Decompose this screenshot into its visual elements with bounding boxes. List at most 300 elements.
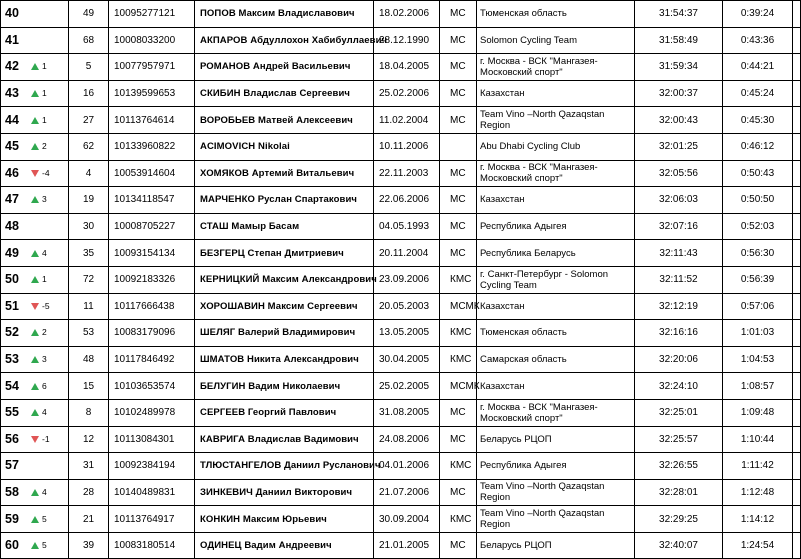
time-gap: 0:56:39 [723,266,793,293]
place: 57 [5,458,19,473]
rider-name: МАРЧЕНКО Руслан Спартакович [195,187,374,214]
birth-date: 21.01.2005 [374,532,440,559]
birth-date: 20.11.2004 [374,240,440,267]
time-gap: 1:12:48 [723,479,793,506]
empty-cell [793,320,801,347]
sport-rank: МС [440,107,477,134]
table-row [1,240,801,267]
birth-date: 10.11.2006 [374,133,440,160]
time-gap: 0:44:21 [723,54,793,81]
sport-rank: КМС [440,346,477,373]
sport-rank: МС [440,399,477,426]
team-name: Team Vino –North Qazaqstan Region [477,506,635,533]
birth-date: 18.02.2006 [374,1,440,28]
place: 44 [5,112,19,127]
table-row [1,187,801,214]
team-name: Казахстан [477,80,635,107]
up-arrow-icon [31,489,39,496]
team-name: Team Vino –North Qazaqstan Region [477,479,635,506]
place: 48 [5,219,19,234]
time-gap: 0:56:30 [723,240,793,267]
bib-number: 27 [69,107,109,134]
total-time: 32:00:43 [635,107,723,134]
rider-name: ХОМЯКОВ Артемий Витальевич [195,160,374,187]
place: 42 [5,59,19,74]
table-row [1,160,801,187]
birth-date: 24.08.2006 [374,426,440,453]
position-change [31,194,47,205]
results-body [1,1,801,559]
time-gap: 0:50:50 [723,187,793,214]
place-cell [1,373,69,400]
position-change-value: 4 [42,407,47,418]
time-gap: 1:04:53 [723,346,793,373]
empty-cell [793,160,801,187]
uci-id: 10092384194 [109,453,195,480]
time-gap: 1:24:54 [723,532,793,559]
position-change [31,434,50,445]
position-change-value: 3 [42,354,47,365]
position-change [31,168,50,179]
empty-cell [793,506,801,533]
empty-cell [793,346,801,373]
empty-cell [793,266,801,293]
empty-cell [793,293,801,320]
total-time: 32:00:37 [635,80,723,107]
uci-id: 10095277121 [109,1,195,28]
rider-name: СТАШ Мамыр Басам [195,213,374,240]
position-change [31,354,47,365]
position-change-value: 1 [42,61,47,72]
birth-date: 04.05.1993 [374,213,440,240]
bib-number: 53 [69,320,109,347]
time-gap: 0:43:36 [723,27,793,54]
rider-name: ШЕЛЯГ Валерий Владимирович [195,320,374,347]
position-change-value: 2 [42,327,47,338]
uci-id: 10134118547 [109,187,195,214]
table-row [1,80,801,107]
position-change-value: 5 [42,513,47,524]
down-arrow-icon [31,436,39,443]
table-row [1,346,801,373]
rider-name: ЗИНКЕВИЧ Даниил Викторович [195,479,374,506]
total-time: 32:01:25 [635,133,723,160]
team-name: Тюменская область [477,320,635,347]
empty-cell [793,107,801,134]
team-name: Казахстан [477,187,635,214]
place: 52 [5,325,19,340]
time-gap: 0:45:24 [723,80,793,107]
table-row [1,1,801,28]
sport-rank: МС [440,426,477,453]
position-change [31,301,50,312]
sport-rank: МС [440,1,477,28]
table-row [1,293,801,320]
up-arrow-icon [31,516,39,523]
up-arrow-icon [31,250,39,257]
position-change-value: 2 [42,141,47,152]
bib-number: 5 [69,54,109,81]
time-gap: 0:45:30 [723,107,793,134]
place: 50 [5,272,19,287]
position-change-value: 1 [42,114,47,125]
total-time: 32:11:52 [635,266,723,293]
bib-number: 48 [69,346,109,373]
place-cell [1,320,69,347]
rider-name: ТЛЮСТАНГЕЛОВ Даниил Русланович [195,453,374,480]
birth-date: 23.09.2006 [374,266,440,293]
table-row [1,479,801,506]
up-arrow-icon [31,542,39,549]
uci-id: 10077957971 [109,54,195,81]
table-row [1,107,801,134]
bib-number: 72 [69,266,109,293]
place: 55 [5,405,19,420]
team-name: Республика Беларусь [477,240,635,267]
total-time: 31:59:34 [635,54,723,81]
rider-name: РОМАНОВ Андрей Васильевич [195,54,374,81]
position-change-value: 6 [42,380,47,391]
down-arrow-icon [31,303,39,310]
total-time: 32:05:56 [635,160,723,187]
up-arrow-icon [31,117,39,124]
position-change [31,381,47,392]
up-arrow-icon [31,329,39,336]
team-name: г. Москва - ВСК "Мангазея-Московский спорт" [477,399,635,426]
place-cell [1,54,69,81]
place: 56 [5,431,19,446]
table-row [1,532,801,559]
sport-rank: МСМК [440,373,477,400]
birth-date: 11.02.2004 [374,107,440,134]
position-change [31,407,47,418]
place: 54 [5,378,19,393]
rider-name: СКИБИН Владислав Сергеевич [195,80,374,107]
total-time: 32:25:57 [635,426,723,453]
time-gap: 1:08:57 [723,373,793,400]
place-cell [1,399,69,426]
place: 40 [5,6,19,21]
empty-cell [793,426,801,453]
time-gap: 1:09:48 [723,399,793,426]
empty-cell [793,80,801,107]
bib-number: 31 [69,453,109,480]
uci-id: 10113764614 [109,107,195,134]
birth-date: 20.05.2003 [374,293,440,320]
place: 43 [5,86,19,101]
place-cell [1,213,69,240]
place-cell [1,80,69,107]
team-name: Республика Адыгея [477,453,635,480]
position-change [31,274,47,285]
total-time: 32:12:19 [635,293,723,320]
birth-date: 21.07.2006 [374,479,440,506]
place: 45 [5,139,19,154]
time-gap: 1:10:44 [723,426,793,453]
bib-number: 12 [69,426,109,453]
sport-rank: МС [440,187,477,214]
team-name: г. Москва - ВСК "Мангазея-Московский спорт" [477,160,635,187]
uci-id: 10083180514 [109,532,195,559]
empty-cell [793,1,801,28]
rider-name: КАВРИГА Владислав Вадимович [195,426,374,453]
time-gap: 1:14:12 [723,506,793,533]
total-time: 32:40:07 [635,532,723,559]
position-change-value: -1 [42,433,50,444]
down-arrow-icon [31,170,39,177]
table-row [1,27,801,54]
uci-id: 10113764917 [109,506,195,533]
total-time: 32:07:16 [635,213,723,240]
sport-rank: МС [440,27,477,54]
bib-number: 11 [69,293,109,320]
position-change [31,248,47,259]
place: 60 [5,538,19,553]
place: 51 [5,298,19,313]
time-gap: 0:52:03 [723,213,793,240]
bib-number: 49 [69,1,109,28]
rider-name: ПОПОВ Максим Владиславович [195,1,374,28]
birth-date: 28.12.1990 [374,27,440,54]
table-row [1,320,801,347]
position-change-value: 4 [42,486,47,497]
sport-rank: МС [440,213,477,240]
position-change [31,61,47,72]
position-change [31,88,47,99]
bib-number: 68 [69,27,109,54]
uci-id: 10102489978 [109,399,195,426]
bib-number: 35 [69,240,109,267]
up-arrow-icon [31,409,39,416]
uci-id: 10053914604 [109,160,195,187]
uci-id: 10139599653 [109,80,195,107]
total-time: 32:24:10 [635,373,723,400]
uci-id: 10117666438 [109,293,195,320]
position-change-value: 1 [42,88,47,99]
place: 47 [5,192,19,207]
table-row [1,399,801,426]
team-name: Республика Адыгея [477,213,635,240]
bib-number: 4 [69,160,109,187]
place-cell [1,532,69,559]
time-gap: 0:50:43 [723,160,793,187]
place-cell [1,426,69,453]
total-time: 31:58:49 [635,27,723,54]
empty-cell [793,54,801,81]
place-cell [1,107,69,134]
uci-id: 10093154134 [109,240,195,267]
birth-date: 13.05.2005 [374,320,440,347]
sport-rank: МСМК [440,293,477,320]
empty-cell [793,187,801,214]
place: 46 [5,165,19,180]
place-cell [1,346,69,373]
place: 53 [5,352,19,367]
position-change [31,514,47,525]
bib-number: 8 [69,399,109,426]
rider-name: БЕЛУГИН Вадим Николаевич [195,373,374,400]
team-name: Тюменская область [477,1,635,28]
birth-date: 18.04.2005 [374,54,440,81]
birth-date: 22.06.2006 [374,187,440,214]
position-change-value: 5 [42,540,47,551]
time-gap: 0:39:24 [723,1,793,28]
place-cell [1,293,69,320]
up-arrow-icon [31,63,39,70]
sport-rank: МС [440,80,477,107]
position-change [31,141,47,152]
position-change [31,115,47,126]
total-time: 32:06:03 [635,187,723,214]
time-gap: 1:11:42 [723,453,793,480]
empty-cell [793,532,801,559]
table-row [1,133,801,160]
empty-cell [793,27,801,54]
birth-date: 31.08.2005 [374,399,440,426]
bib-number: 28 [69,479,109,506]
sport-rank: КМС [440,266,477,293]
total-time: 32:20:06 [635,346,723,373]
total-time: 32:28:01 [635,479,723,506]
sport-rank: МС [440,54,477,81]
uci-id: 10140489831 [109,479,195,506]
total-time: 32:29:25 [635,506,723,533]
place-cell [1,133,69,160]
total-time: 31:54:37 [635,1,723,28]
up-arrow-icon [31,356,39,363]
place-cell [1,479,69,506]
place-cell [1,187,69,214]
rider-name: ACIMOVICH Nikolai [195,133,374,160]
bib-number: 62 [69,133,109,160]
rider-name: КЕРНИЦКИЙ Максим Александрович [195,266,374,293]
table-row [1,453,801,480]
up-arrow-icon [31,276,39,283]
total-time: 32:25:01 [635,399,723,426]
team-name: Беларусь РЦОП [477,532,635,559]
position-change-value: 4 [42,247,47,258]
team-name: г. Москва - ВСК "Мангазея-Московский спорт" [477,54,635,81]
sport-rank: МС [440,240,477,267]
team-name: Самарская область [477,346,635,373]
team-name: Беларусь РЦОП [477,426,635,453]
table-row [1,54,801,81]
time-gap: 0:46:12 [723,133,793,160]
position-change-value: 3 [42,194,47,205]
rider-name: КОНКИН Максим Юрьевич [195,506,374,533]
place: 59 [5,511,19,526]
table-row [1,426,801,453]
empty-cell [793,240,801,267]
time-gap: 0:57:06 [723,293,793,320]
bib-number: 19 [69,187,109,214]
time-gap: 1:01:03 [723,320,793,347]
team-name: Abu Dhabi Cycling Club [477,133,635,160]
bib-number: 21 [69,506,109,533]
birth-date: 30.09.2004 [374,506,440,533]
table-row [1,213,801,240]
place-cell [1,506,69,533]
uci-id: 10117846492 [109,346,195,373]
birth-date: 22.11.2003 [374,160,440,187]
place-cell [1,27,69,54]
position-change-value: -4 [42,167,50,178]
position-change-value: 1 [42,274,47,285]
rider-name: ОДИНЕЦ Вадим Андреевич [195,532,374,559]
place-cell [1,453,69,480]
place: 58 [5,484,19,499]
uci-id: 10083179096 [109,320,195,347]
position-change [31,487,47,498]
up-arrow-icon [31,143,39,150]
uci-id: 10113084301 [109,426,195,453]
table-row [1,266,801,293]
position-change [31,540,47,551]
position-change-value: -5 [42,300,50,311]
team-name: Team Vino –North Qazaqstan Region [477,107,635,134]
sport-rank: МС [440,532,477,559]
position-change [31,327,47,338]
table-row [1,506,801,533]
empty-cell [793,373,801,400]
uci-id: 10008705227 [109,213,195,240]
rider-name: ВОРОБЬЕВ Матвей Алексеевич [195,107,374,134]
sport-rank: КМС [440,506,477,533]
up-arrow-icon [31,383,39,390]
uci-id: 10008033200 [109,27,195,54]
place: 49 [5,245,19,260]
sport-rank: МС [440,160,477,187]
rider-name: БЕЗГЕРЦ Степан Дмитриевич [195,240,374,267]
uci-id: 10092183326 [109,266,195,293]
team-name: г. Санкт-Петербург - Solomon Cycling Team [477,266,635,293]
birth-date: 30.04.2005 [374,346,440,373]
place-cell [1,266,69,293]
empty-cell [793,479,801,506]
up-arrow-icon [31,196,39,203]
uci-id: 10103653574 [109,373,195,400]
bib-number: 15 [69,373,109,400]
bib-number: 30 [69,213,109,240]
team-name: Казахстан [477,293,635,320]
total-time: 32:16:16 [635,320,723,347]
total-time: 32:26:55 [635,453,723,480]
birth-date: 25.02.2006 [374,80,440,107]
birth-date: 25.02.2005 [374,373,440,400]
empty-cell [793,453,801,480]
team-name: Казахстан [477,373,635,400]
place-cell [1,1,69,28]
rider-name: ХОРОШАВИН Максим Сергеевич [195,293,374,320]
empty-cell [793,213,801,240]
rider-name: СЕРГЕЕВ Георгий Павлович [195,399,374,426]
sport-rank: КМС [440,320,477,347]
empty-cell [793,133,801,160]
empty-cell [793,399,801,426]
rider-name: ШМАТОВ Никита Александрович [195,346,374,373]
birth-date: 04.01.2006 [374,453,440,480]
total-time: 32:11:43 [635,240,723,267]
place: 41 [5,32,19,47]
team-name: Solomon Cycling Team [477,27,635,54]
table-row [1,373,801,400]
up-arrow-icon [31,90,39,97]
bib-number: 39 [69,532,109,559]
place-cell [1,160,69,187]
sport-rank: МС [440,479,477,506]
bib-number: 16 [69,80,109,107]
uci-id: 10133960822 [109,133,195,160]
